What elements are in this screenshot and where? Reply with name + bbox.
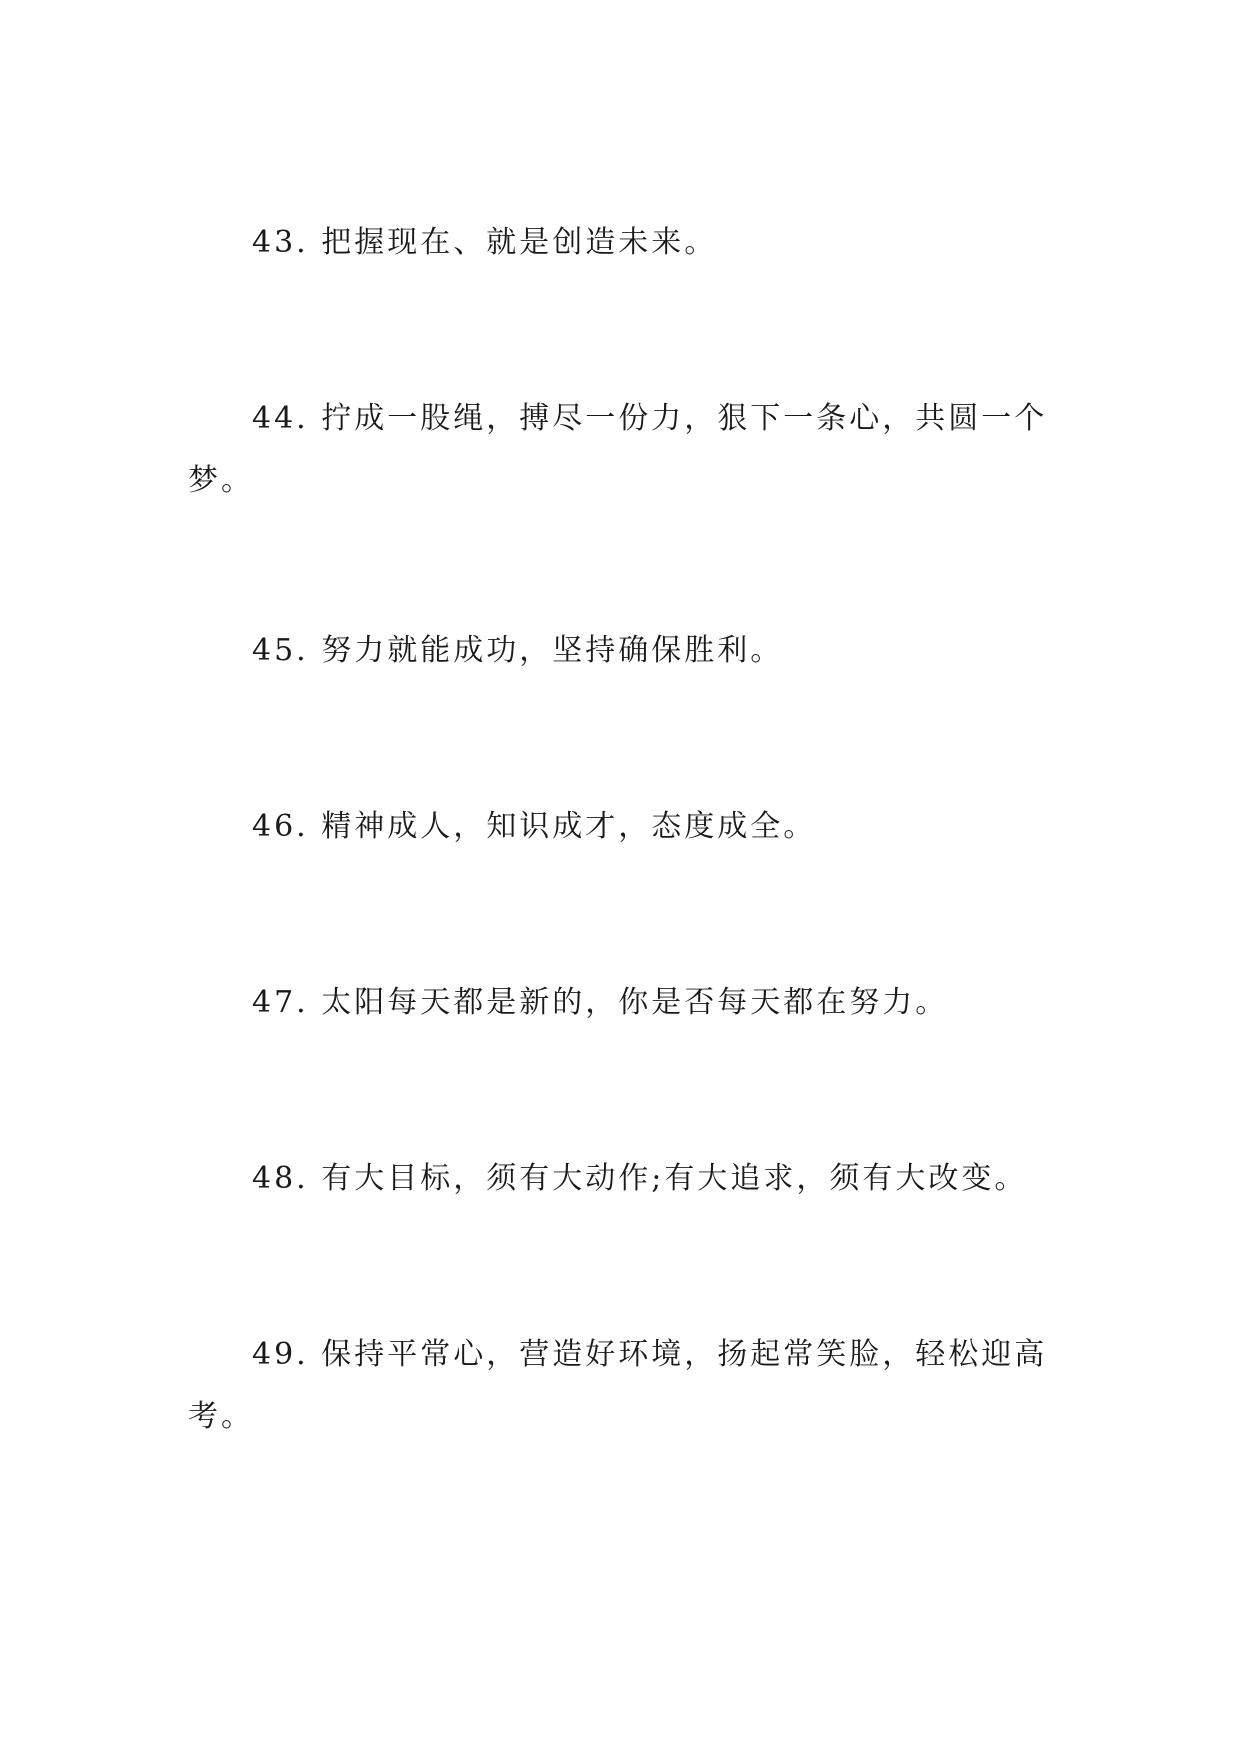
item-text: 精神成人，知识成才，态度成全。 bbox=[321, 809, 817, 844]
item-number: 47. bbox=[252, 985, 309, 1020]
item-number: 46. bbox=[252, 809, 309, 844]
item-text: 拧成一股绳，搏尽一份力，狠下一条心，共圆一个梦。 bbox=[188, 401, 1048, 498]
list-item bbox=[188, 1324, 1054, 1448]
item-number: 44. bbox=[252, 401, 309, 436]
item-number: 48. bbox=[252, 1161, 309, 1196]
item-text: 太阳每天都是新的，你是否每天都在努力。 bbox=[321, 985, 949, 1020]
list-item bbox=[188, 620, 1054, 682]
item-text: 努力就能成功，坚持确保胜利。 bbox=[321, 633, 784, 668]
item-text: 把握现在、就是创造未来。 bbox=[321, 225, 718, 260]
item-number: 43. bbox=[252, 225, 309, 260]
item-number: 49. bbox=[252, 1337, 309, 1372]
list-item bbox=[188, 972, 1054, 1034]
list-item bbox=[188, 1148, 1054, 1210]
list-item bbox=[188, 796, 1054, 858]
item-number: 45. bbox=[252, 633, 309, 668]
list-item bbox=[188, 212, 1054, 274]
list-item bbox=[188, 388, 1054, 512]
item-text: 保持平常心，营造好环境，扬起常笑脸，轻松迎高考。 bbox=[188, 1337, 1048, 1434]
item-text: 有大目标，须有大动作;有大追求，须有大改变。 bbox=[321, 1161, 1028, 1196]
